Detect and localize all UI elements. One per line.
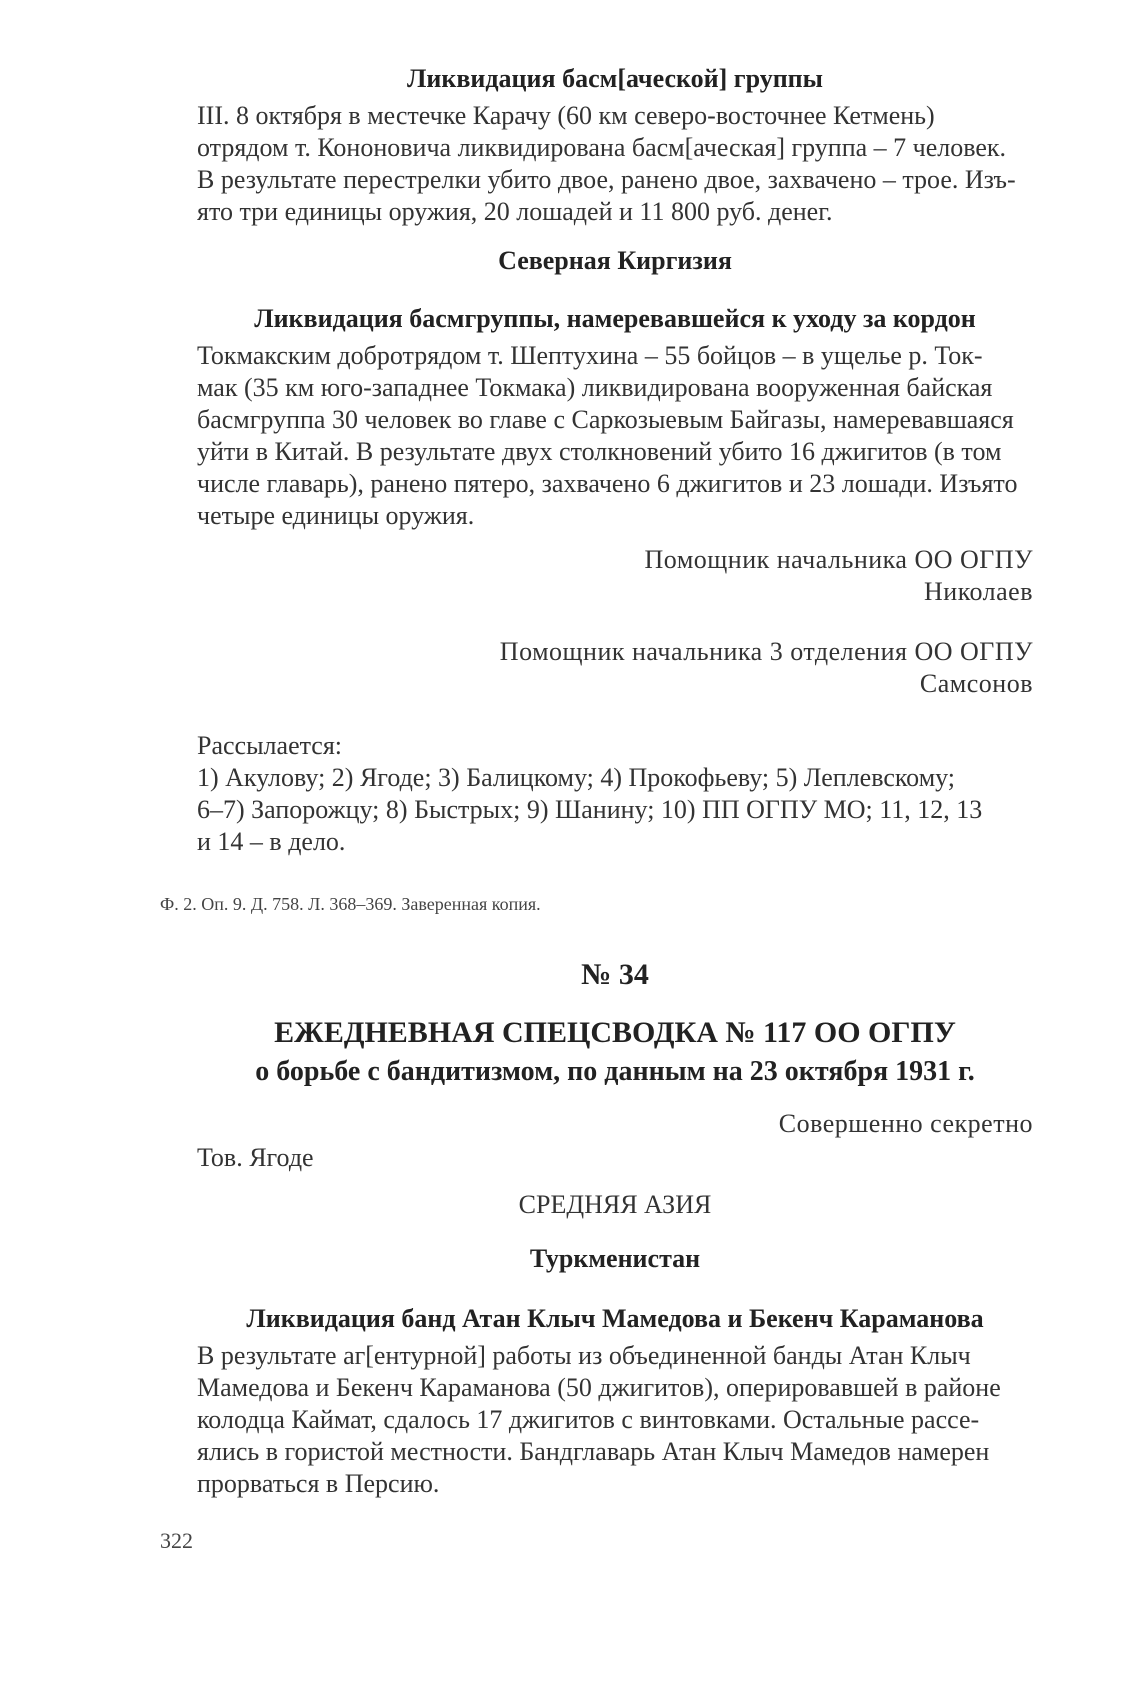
section3-line: Мамедова и Бекенч Караманова (50 джигитов), оперировавшей в районе [197,1373,1001,1402]
section2-line: басмгруппа 30 человек во главе с Саркозыевым Байгазы, намеревавшаяся [197,405,1014,434]
section2-line: мак (35 км юго-западнее Токмака) ликвидирована вооруженная байская [197,373,993,402]
document-title-line2: о борьбе с бандитизмом, по данным на 23 октября 1931 г. [255,1056,975,1087]
section3-paragraph [197,1340,1033,1500]
region-heading-central-asia: СРЕДНЯЯ АЗИЯ [518,1190,712,1219]
signature-title: Помощник начальника ОО ОГПУ [644,545,1033,574]
section1-line: отрядом т. Кононовича ликвидирована басм[аческая] группа – 7 человек. [197,133,1007,162]
signature-block-1 [197,544,1033,608]
addressee: Тов. Ягоде [197,1143,314,1172]
classification-label: Совершенно секретно [778,1109,1033,1138]
signature-title: Помощник начальника 3 отделения ОО ОГПУ [499,637,1033,666]
source-note: Ф. 2. Оп. 9. Д. 758. Л. 368–369. Заверенная копия. [160,894,541,914]
distribution-block [197,730,1033,858]
section2-line: четыре единицы оружия. [197,501,475,530]
page-number: 322 [160,1528,193,1553]
signature-name: Николаев [924,577,1033,606]
distribution-label: Рассылается: [197,731,343,760]
document-number: № 34 [581,958,649,991]
distribution-line: 6–7) Запорожцу; 8) Быстрых; 9) Шанину; 10) ПП ОГПУ МО; 11, 12, 13 [197,795,983,824]
section1-paragraph [197,100,1033,228]
section2-paragraph [197,340,1033,532]
section2-line: Токмакским добротрядом т. Шептухина – 55 бойцов – в ущелье р. Ток- [197,341,983,370]
section1-heading: Ликвидация басм[аческой] группы [407,64,823,93]
document-title-line1: ЕЖЕДНЕВНАЯ СПЕЦСВОДКА № 117 ОО ОГПУ [274,1016,956,1049]
section2-heading: Ликвидация басмгруппы, намеревавшейся к уходу за кордон [254,304,976,333]
region-heading-north-kirgizia: Северная Киргизия [498,246,732,275]
section3-heading: Ликвидация банд Атан Клыч Мамедова и Бекенч Караманова [246,1304,984,1333]
section1-line: В результате перестрелки убито двое, ранено двое, захвачено – трое. Изъ- [197,165,1016,194]
subregion-heading-turkmenistan: Туркменистан [529,1244,701,1273]
section3-line: колодца Каймат, сдалось 17 джигитов с винтовками. Остальные рассе- [197,1405,980,1434]
section1-line: III. 8 октября в местечке Карачу (60 км северо-восточнее Кетмень) [197,101,935,130]
section1-line: ято три единицы оружия, 20 лошадей и 11 800 руб. денег. [197,197,833,226]
distribution-line: 1) Акулову; 2) Ягоде; 3) Балицкому; 4) Прокофьеву; 5) Леплевскому; [197,763,956,792]
section2-line: числе главарь), ранено пятеро, захвачено 6 джигитов и 23 лошади. Изъято [197,469,1018,498]
section3-line: ялись в гористой местности. Бандглаварь Атан Клыч Мамедов намерен [197,1437,990,1466]
section3-line: прорваться в Персию. [197,1469,440,1498]
signature-block-2 [197,636,1033,700]
section3-line: В результате аг[ентурной] работы из объединенной банды Атан Клыч [197,1341,971,1370]
section2-line: уйти в Китай. В результате двух столкновений убито 16 джигитов (в том [197,437,1002,466]
distribution-line: и 14 – в дело. [197,827,346,856]
signature-name: Самсонов [919,669,1033,698]
